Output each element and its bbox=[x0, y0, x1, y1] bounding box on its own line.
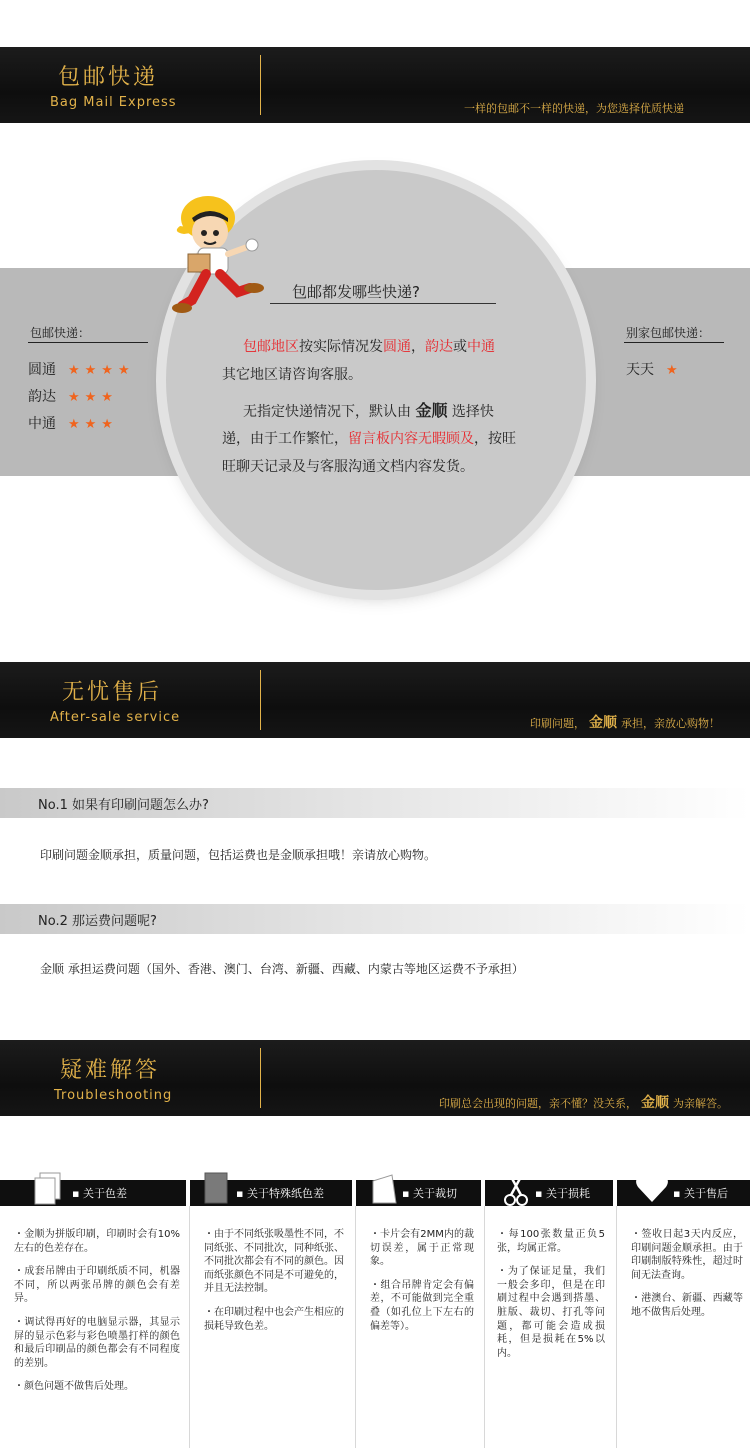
troubleshooting-slogan: 印刷总会出现的问题，亲不懂？没关系， 金顺 为亲解答。 bbox=[439, 1095, 728, 1111]
cut-paper-icon bbox=[370, 1171, 400, 1205]
aftersale-slogan: 印刷问题， 金顺 承担，亲放心购物！ bbox=[530, 715, 720, 731]
tab-cutting: ▪ 关于裁切 bbox=[356, 1180, 481, 1206]
other-express-underline bbox=[624, 342, 724, 343]
troubleshooting-banner bbox=[0, 1040, 750, 1116]
troubleshooting-title: 疑难解答 bbox=[60, 1058, 161, 1083]
column-color-difference: ・金顺为拼版印刷，印刷时会有10%左右的色差存在。 ・成套吊牌由于印刷纸质不同，机器不同，所以两张吊牌的颜色会有差异。 ・调试得再好的电脑显示器，其显示屏的显示色彩与彩色喷墨打样的颜色和最后印刷品的颜色都会有不同程度的差别。 ・颜色问题不做售后处理。 bbox=[14, 1229, 180, 1393]
faq-question-2: No.2 那运费问题呢? bbox=[0, 904, 750, 934]
banner-divider bbox=[260, 55, 261, 115]
tab-loss: ▪ 关于损耗 bbox=[485, 1180, 613, 1206]
courier-item-yunda: 韵达 ★★★ bbox=[28, 389, 118, 405]
banner-divider bbox=[260, 1048, 261, 1108]
faq-answer-1: 印刷问题金顺承担，质量问题，包括运费也是金顺承担哦！亲请放心购物。 bbox=[40, 848, 437, 862]
aftersale-title: 无忧售后 bbox=[62, 680, 163, 705]
grey-paper-icon bbox=[202, 1171, 232, 1205]
other-express-header: 别家包邮快递： bbox=[626, 326, 711, 340]
express-rule-line2: 其它地区请咨询客服。 bbox=[222, 367, 362, 383]
express-title-en: Bag Mail Express bbox=[50, 95, 177, 110]
free-express-underline bbox=[28, 342, 148, 343]
tab-color-difference: ▪ 关于色差 bbox=[0, 1180, 186, 1206]
express-default-line1: 无指定快递情况下，默认由 金顺 选择快 bbox=[243, 401, 494, 420]
express-default-line2: 递，由于工作繁忙，留言板内容无暇顾及，按旺 bbox=[222, 431, 516, 447]
express-question: 包邮都发哪些快递? bbox=[292, 283, 420, 301]
column-loss: ・每100张数量正负5张，均属正常。 ・为了保证足量，我们一般会多印，但是在印刷过程中会遇到搭墨、脏版、裁切、打孔等问题，都可能会造成损耗，但是损耗在5%以内。 bbox=[484, 1206, 614, 1448]
free-express-header: 包邮快递： bbox=[30, 326, 91, 340]
courier-mascot-icon bbox=[170, 188, 270, 318]
aftersale-title-en: After-sale service bbox=[50, 710, 181, 725]
express-question-underline bbox=[270, 303, 496, 304]
express-default-line3: 旺聊天记录及与客服沟通文档内容发货。 bbox=[222, 459, 474, 475]
faq-question-1: No.1 如果有印刷问题怎么办? bbox=[0, 788, 750, 818]
banner-divider bbox=[260, 670, 261, 730]
scissors-icon bbox=[501, 1171, 531, 1207]
courier-item-tiantian: 天天 ★ bbox=[626, 362, 683, 378]
faq-answer-2: 金顺 承担运费问题（国外、香港、澳门、台湾、新疆、西藏、内蒙古等地区运费不予承担） bbox=[40, 962, 524, 976]
column-aftersale: ・签收日起3天内反应，印刷问题金顺承担。由于印刷制版特殊性，超过时间无法查询。 ・港澳台、新疆、西藏等地不做售后处理。 bbox=[616, 1206, 750, 1448]
express-title: 包邮快递 bbox=[58, 65, 159, 90]
column-cutting: ・卡片会有2MM内的裁切误差，属于正常现象。 ・组合吊牌肯定会有偏差，不可能做到完全重叠（如孔位上下左右的偏差等）。 bbox=[355, 1206, 482, 1448]
courier-item-yuantong: 圆通 ★★★★ bbox=[28, 362, 135, 378]
troubleshooting-title-en: Troubleshooting bbox=[54, 1088, 173, 1103]
paper-stack-icon bbox=[32, 1171, 62, 1205]
column-special-paper: ・由于不同纸张吸墨性不同，不同纸张、不同批次，同种纸张、不同批次都会有不同的颜色。因而纸张颜色不同是不可避免的，并且无法控制。 ・在印刷过程中也会产生相应的损耗导致色差。 bbox=[189, 1206, 353, 1448]
tab-special-paper: ▪ 关于特殊纸色差 bbox=[190, 1180, 352, 1206]
heart-icon bbox=[635, 1171, 669, 1205]
express-rule-line1: 包邮地区按实际情况发圆通，韵达或中通 bbox=[243, 339, 495, 355]
courier-item-zhongtong: 中通 ★★★ bbox=[28, 416, 118, 432]
express-slogan: 一样的包邮不一样的快递，为您选择优质快递 bbox=[464, 102, 684, 115]
express-banner bbox=[0, 47, 750, 123]
aftersale-banner bbox=[0, 662, 750, 738]
tab-aftersale: ▪ 关于售后 bbox=[617, 1180, 750, 1206]
